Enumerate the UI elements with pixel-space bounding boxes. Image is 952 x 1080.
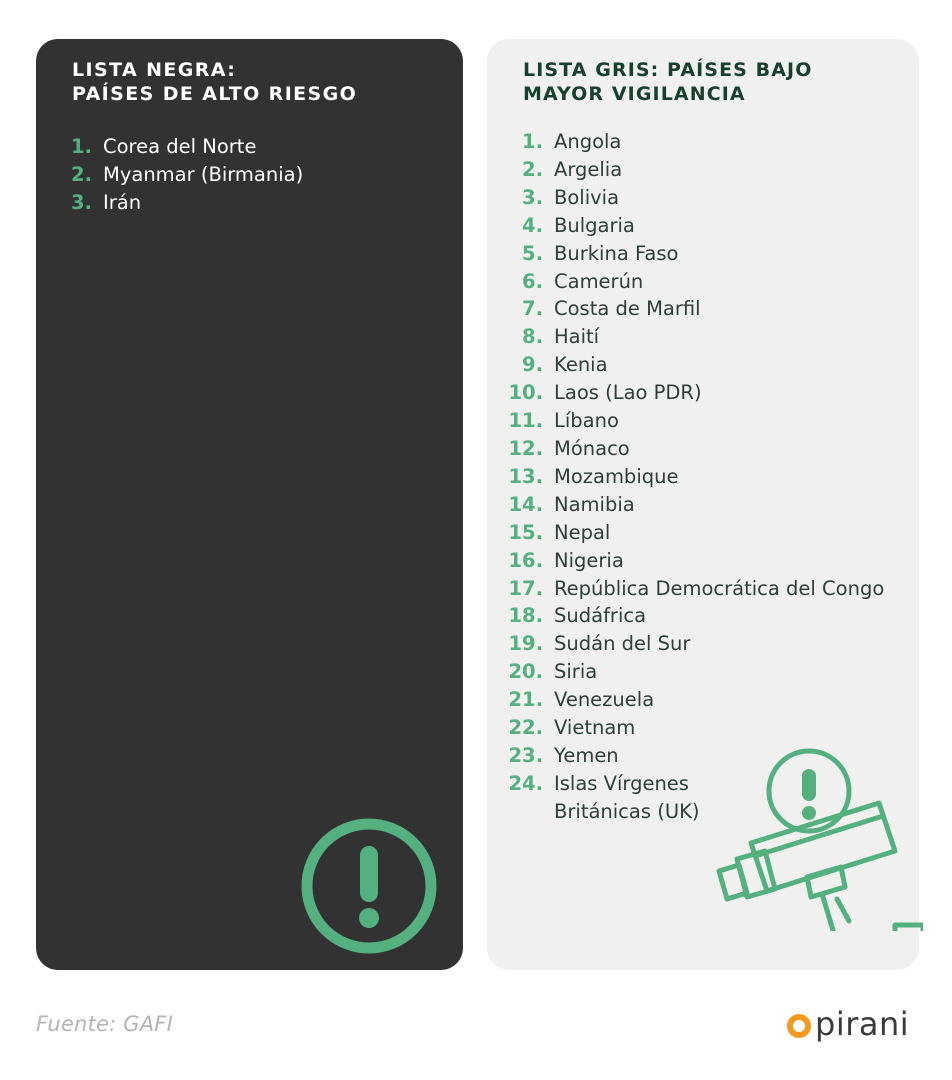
list-item-number: 18. (508, 604, 543, 628)
list-item-country (554, 295, 701, 323)
list-item-number: 1. (522, 130, 543, 153)
country-name: Namibia (554, 492, 635, 516)
gray-list-title-line2: MAYOR VIGILANCIA (523, 83, 746, 105)
country-name: Sudáfrica (554, 604, 647, 628)
black-list-title-line1: LISTA NEGRA: (72, 59, 237, 81)
list-item-country (554, 491, 635, 519)
country-name: Laos (Lao PDR) (554, 381, 702, 405)
country-name: Kenia (554, 353, 608, 377)
list-item-number: 3. (71, 190, 92, 214)
list-item (507, 630, 884, 658)
list-item-country (554, 128, 621, 156)
list-item-number: 22. (508, 716, 543, 740)
list-item-country (554, 407, 619, 435)
list-item-country (554, 630, 690, 658)
pirani-ring-icon (786, 1013, 812, 1039)
country-name: Nepal (554, 520, 611, 544)
list-item-country (554, 351, 608, 379)
list-item-country (554, 435, 630, 463)
country-name: Bulgaria (554, 213, 635, 237)
list-item-number: 13. (508, 464, 543, 488)
country-name: Nigeria (554, 548, 624, 572)
country-name: Vietnam (554, 716, 636, 740)
country-name: Argelia (554, 157, 623, 181)
list-item (507, 547, 884, 575)
list-item (507, 435, 884, 463)
country-name: Islas Vírgenes (554, 771, 689, 795)
list-item-country (554, 602, 646, 630)
list-item-country (554, 156, 622, 184)
list-item-country (554, 547, 624, 575)
country-name: Haití (554, 325, 600, 349)
list-item-number: 15. (508, 520, 543, 544)
list-item (507, 128, 884, 156)
gray-list-countries (507, 128, 884, 826)
security-camera-alert-icon (711, 741, 923, 931)
list-item-country (554, 268, 643, 296)
country-name: Venezuela (554, 688, 655, 712)
list-item (507, 351, 884, 379)
list-item-country (103, 189, 141, 217)
list-item-number: 16. (508, 548, 543, 572)
list-item (70, 161, 303, 189)
list-item-country (554, 575, 884, 603)
country-name: Camerún (554, 269, 644, 293)
pirani-logo (786, 1006, 909, 1046)
list-item-number: 6. (522, 269, 543, 293)
list-item (507, 491, 884, 519)
source-note: Fuente: GAFI (36, 1012, 173, 1036)
list-item-number: 9. (522, 353, 543, 377)
list-item (507, 156, 884, 184)
list-item-number: 7. (522, 297, 543, 321)
country-name: Siria (554, 660, 598, 684)
list-item-country (554, 184, 619, 212)
country-name: Burkina Faso (554, 241, 679, 265)
list-item-country (554, 519, 610, 547)
list-item (507, 714, 884, 742)
list-item-number: 3. (522, 185, 543, 209)
list-item-country (554, 463, 678, 491)
list-item-number: 17. (508, 576, 543, 600)
list-item-number: 10. (508, 381, 543, 405)
list-item (507, 575, 884, 603)
country-name: Bolivia (554, 185, 620, 209)
list-item-number: 4. (522, 213, 543, 237)
list-item (507, 184, 884, 212)
list-item-country (554, 658, 597, 686)
list-item (507, 658, 884, 686)
list-item (507, 240, 884, 268)
black-list-countries (70, 133, 303, 217)
list-item-number: 19. (508, 632, 543, 656)
list-item-country (554, 323, 599, 351)
country-name: Sudán del Sur (554, 632, 691, 656)
list-item-number: 5. (522, 241, 543, 265)
list-item-country (554, 379, 702, 407)
list-item (507, 686, 884, 714)
country-name: Angola (554, 130, 622, 153)
country-name: Costa de Marfil (554, 297, 701, 321)
black-list-title-line2: PAÍSES DE ALTO RIESGO (72, 83, 358, 105)
list-item-number: 21. (508, 688, 543, 712)
list-item (507, 519, 884, 547)
list-item (507, 212, 884, 240)
gray-list-title-line1: LISTA GRIS: PAÍSES BAJO (523, 59, 813, 81)
country-name: República Democrática del Congo (554, 576, 885, 600)
list-item-number: 23. (508, 743, 543, 767)
country-name: Líbano (554, 409, 619, 433)
logo-text: pirani (815, 1005, 910, 1043)
black-list-title (72, 58, 357, 106)
country-name: Yemen (554, 743, 619, 767)
list-item-number: 24. (508, 771, 543, 795)
list-item-number: 1. (71, 135, 92, 158)
list-item-country (103, 133, 256, 161)
list-item-number: 12. (508, 436, 543, 460)
list-item-number: 20. (508, 660, 543, 684)
list-item-number: 11. (508, 409, 543, 433)
list-item (507, 268, 884, 296)
country-name: Irán (103, 190, 142, 214)
list-item-country (554, 742, 619, 770)
country-name: Mónaco (554, 436, 630, 460)
list-item-number: 14. (508, 492, 543, 516)
list-item (507, 379, 884, 407)
exclamation-circle-icon (299, 816, 439, 956)
list-item-country (554, 770, 700, 826)
black-list-card (36, 39, 463, 970)
list-item-country (554, 212, 635, 240)
list-item-country (554, 240, 678, 268)
gray-list-title (523, 58, 812, 106)
country-name: Mozambique (554, 464, 679, 488)
list-item (70, 189, 303, 217)
list-item (507, 323, 884, 351)
list-item-number: 2. (71, 162, 92, 186)
list-item-country (554, 686, 654, 714)
list-item (507, 463, 884, 491)
list-item-country (554, 714, 635, 742)
list-item-number: 8. (522, 325, 543, 349)
list-item (507, 295, 884, 323)
country-name-continued: Británicas (UK) (554, 799, 700, 823)
gray-list-card (487, 39, 919, 970)
list-item (507, 602, 884, 630)
list-item (70, 133, 303, 161)
list-item-number: 2. (522, 157, 543, 181)
country-name: Myanmar (Birmania) (103, 162, 304, 186)
list-item (507, 407, 884, 435)
list-item-country (103, 161, 303, 189)
country-name: Corea del Norte (103, 135, 257, 158)
